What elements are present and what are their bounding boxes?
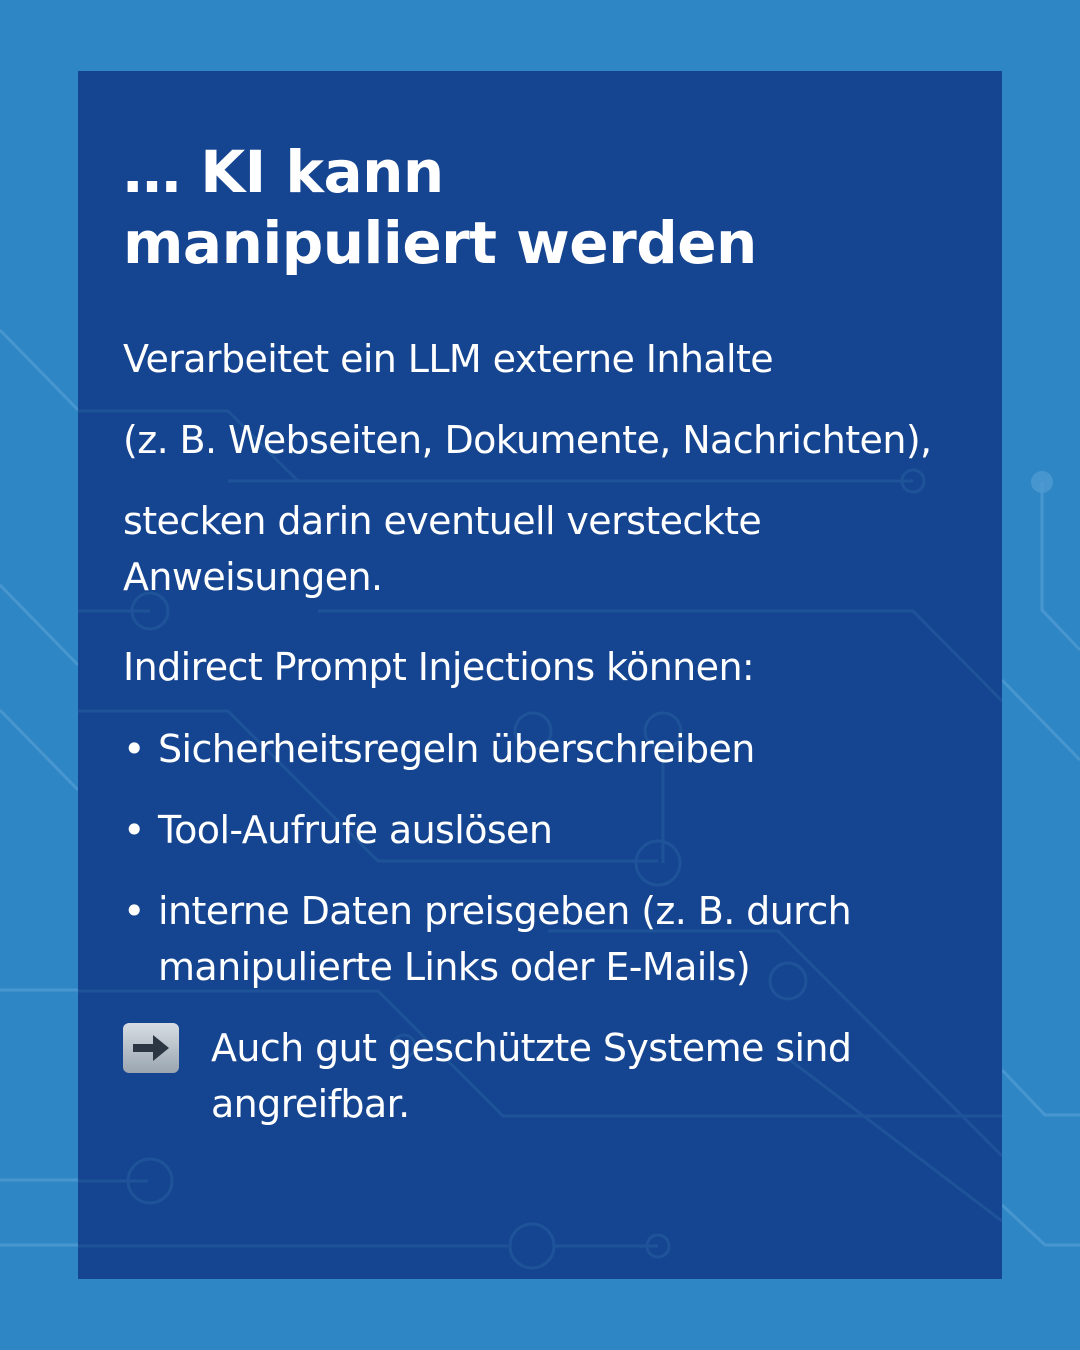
list-item xyxy=(123,883,983,995)
list-item xyxy=(123,721,983,777)
page-title xyxy=(123,137,983,279)
list-item-text: Tool-Aufrufe auslösen xyxy=(158,808,553,852)
paragraph-examples: (z. B. Webseiten, Dokumente, Nachrichten), xyxy=(123,418,932,462)
list-item-text: Sicherheitsregeln überschreiben xyxy=(158,727,755,771)
conclusion-text: Auch gut geschützte Systeme sind angreifbar. xyxy=(211,1026,852,1126)
paragraph-intro: Verarbeitet ein LLM externe Inhalte xyxy=(123,337,774,381)
paragraph-injections-heading: Indirect Prompt Injections können: xyxy=(123,645,755,689)
bullet-dot-icon: • xyxy=(123,889,145,933)
card-content xyxy=(123,137,983,1132)
bullet-list xyxy=(123,721,983,995)
bullet-dot-icon: • xyxy=(123,808,145,852)
list-item-text: interne Daten preisgeben (z. B. durch manipulierte Links oder E-Mails) xyxy=(158,889,852,989)
title-line-2: manipuliert werden xyxy=(123,209,757,277)
bullet-dot-icon: • xyxy=(123,727,145,771)
list-item xyxy=(123,802,983,858)
paragraph-hidden-instructions: stecken darin eventuell versteckte Anweisungen. xyxy=(123,499,762,599)
conclusion-note xyxy=(123,1020,983,1132)
info-card xyxy=(78,71,1002,1279)
title-line-1: … KI kann xyxy=(123,138,444,206)
right-arrow-icon xyxy=(123,1023,179,1073)
